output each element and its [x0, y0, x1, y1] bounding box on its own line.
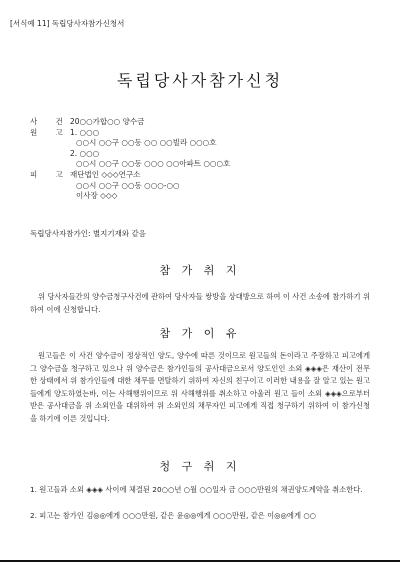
plaintiff-row-3 [30, 149, 230, 160]
document-title: 독립당사자참가신청 [116, 71, 284, 90]
plaintiff-line-4: ○○시 ○○구 ○○동 ○○○ ○○아파트 ○○○호 [76, 159, 231, 169]
case-label: 사 건 [30, 117, 71, 126]
form-number: [서식예 11] 독립당사자참가신청서 [10, 19, 125, 28]
plaintiff-label: 원 고 [30, 127, 71, 137]
plaintiff-line-2: ○○시 ○○구 ○○동 ○○ ○○빌라 ○○○호 [76, 138, 217, 148]
plaintiff-row-4 [30, 159, 230, 170]
case-value: 20○○가합○○ 양수금 [70, 117, 145, 126]
purpose-body: 위 당사자들간의 양수금청구사건에 관하여 당사자들 쌍방을 상대방으로 하여 이 사건 소송에 참가하기 위하여 이에 신청합니다. [30, 292, 370, 314]
spacer [30, 181, 70, 192]
defendant-row-2 [30, 181, 230, 192]
reason-body: 원고들은 이 사건 양수금이 정상적인 양도, 양수에 따른 것이므로 원고들의 돈이라고 주장하고 피고에게 그 양수금을 청구하고 있으나 위 양수금은 참가인들의 공사대금으로서 양도인인 소외 ◈◈◈은 재산이 전무한 상태에서 위 참가인들에 대한 채무를 면탈하기 위하여 자신의 친구이고 이러한 내용을 잘 알고 있는 원고들에게 양도하였는바, 이는 사해행위이므로 위 사해행위를 취소하고 아울러 원고 들이 소외 ◈◈◈으로부터 받은 공사대금을 위 소외인을 대위하여 위 소외인의 채무자인 피고에게 직접 청구하기 위하여 이 참가신청을 하기에 이른 것입니다. [30, 351, 370, 423]
defendant-row-3 [30, 191, 230, 202]
claim-line-1: 1. 원고들과 소외 ◈◈◈ 사이에 체결된 20○○년 ○월 ○○일자 금 ○○○만원의 채권양도계약을 취소한다. [30, 485, 363, 494]
plaintiff-line-3: 2. ○○○ [70, 148, 100, 158]
spacer [30, 149, 70, 160]
claim-line-2: 2. 피고는 참가인 김◎◎에게 ○○○만원, 같은 윤◎◎에게 ○○○만원, 같은 이◎◎에게 ○○ [30, 511, 317, 520]
defendant-line-3: 이사장 ◇◇◇ [76, 191, 118, 201]
spacer [30, 191, 70, 202]
parties-block [30, 117, 230, 202]
section-title-reason: 참 가 이 유 [159, 327, 241, 340]
plaintiff-row-2 [30, 138, 230, 149]
defendant-line-1: 재단법인 ◇◇◇연구소 [70, 169, 141, 179]
plaintiff-line-1: 1. ○○○ [70, 127, 100, 137]
defendant-label: 피 고 [30, 169, 71, 179]
defendant-line-2: ○○시 ○○구 ○○동 ○○○-○○ [76, 180, 180, 190]
defendant-row [30, 170, 230, 181]
plaintiff-row [30, 128, 230, 139]
section-title-purpose: 참 가 취 지 [159, 264, 241, 277]
spacer [30, 159, 70, 170]
intervenor-line: 독립당사자참가인: 별지기재와 같음 [30, 229, 146, 238]
case-row [30, 117, 230, 128]
page-bottom-rule [0, 560, 400, 562]
spacer [30, 138, 70, 149]
section-title-claim: 청 구 취 지 [159, 460, 241, 473]
